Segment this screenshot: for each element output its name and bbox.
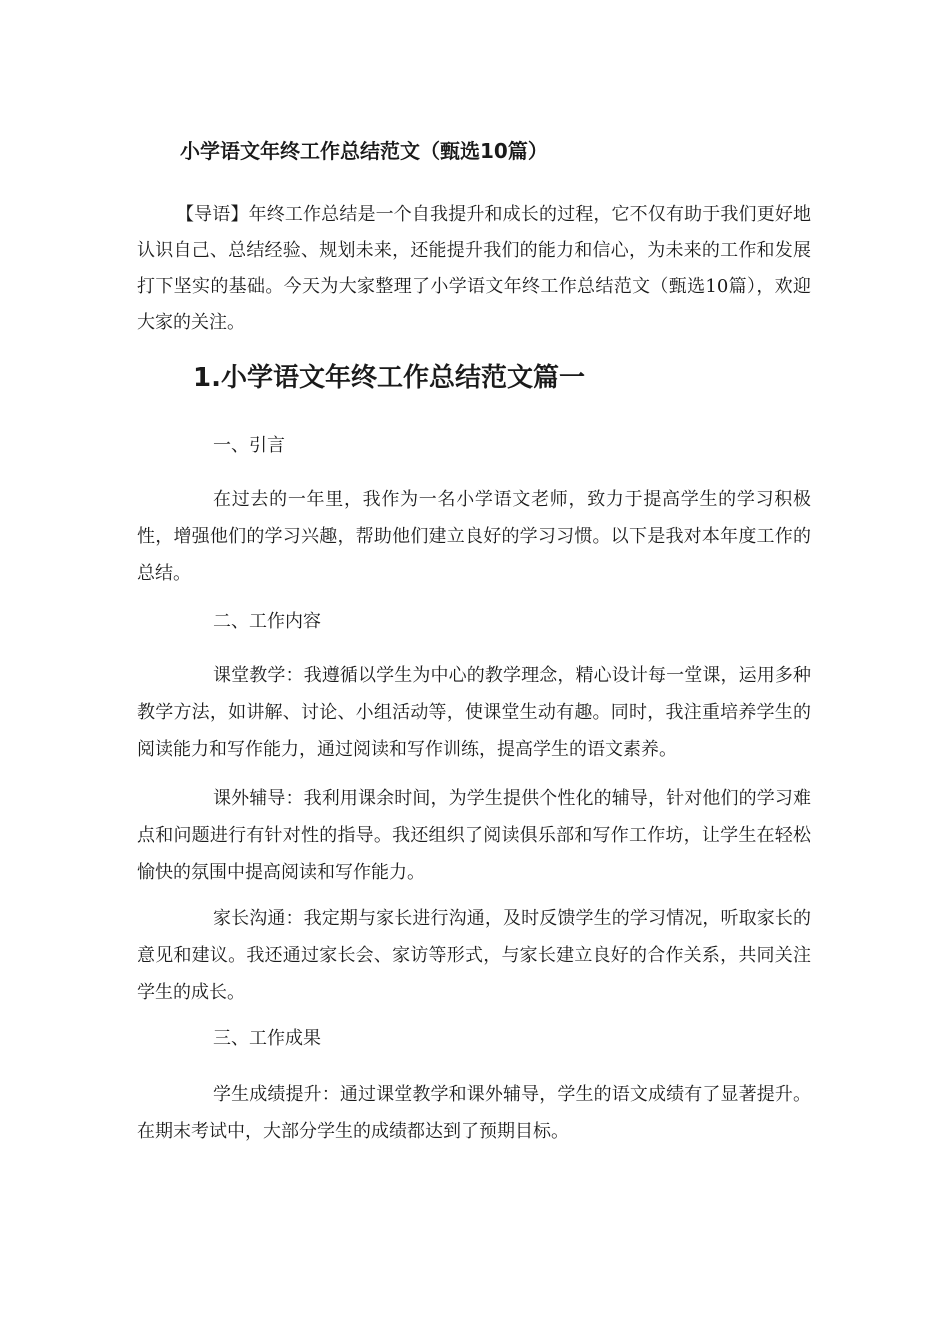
subheading-introduction: 一、引言 — [213, 435, 285, 456]
body-paragraph: 在过去的一年里，我作为一名小学语文老师，致力于提高学生的学习积极性，增强他们的学习兴趣，帮助他们建立良好的学习习惯。以下是我对本年度工作的总结。 — [137, 489, 811, 584]
body-paragraph: 课外辅导：我利用课余时间，为学生提供个性化的辅导，针对他们的学习难点和问题进行有针对性的指导。我还组织了阅读俱乐部和写作工作坊，让学生在轻松愉快的氛围中提高阅读和写作能力。 — [137, 788, 811, 883]
body-paragraph: 课堂教学：我遵循以学生为中心的教学理念，精心设计每一堂课，运用多种教学方法，如讲解、讨论、小组活动等，使课堂生动有趣。同时，我注重培养学生的阅读能力和写作能力，通过阅读和写作训练，提高学生的语文素养。 — [137, 665, 811, 760]
body-paragraph: 家长沟通：我定期与家长进行沟通，及时反馈学生的学习情况，听取家长的意见和建议。我还通过家长会、家访等形式，与家长建立良好的合作关系，共同关注学生的成长。 — [137, 908, 811, 1003]
document-title: 小学语文年终工作总结范文（甄选10篇） — [180, 139, 548, 163]
body-paragraph: 学生成绩提升：通过课堂教学和课外辅导，学生的语文成绩有了显著提升。在期末考试中，大部分学生的成绩都达到了预期目标。 — [137, 1084, 811, 1142]
section-heading: 1.小学语文年终工作总结范文篇一 — [193, 363, 585, 393]
intro-paragraph: 【导语】年终工作总结是一个自我提升和成长的过程，它不仅有助于我们更好地认识自己、总结经验、规划未来，还能提升我们的能力和信心，为未来的工作和发展打下坚实的基础。今天为大家整理了小学语文年终工作总结范文（甄选10篇），欢迎大家的关注。 — [137, 204, 811, 333]
subheading-work-results: 三、工作成果 — [213, 1028, 321, 1049]
subheading-work-content: 二、工作内容 — [213, 611, 321, 632]
